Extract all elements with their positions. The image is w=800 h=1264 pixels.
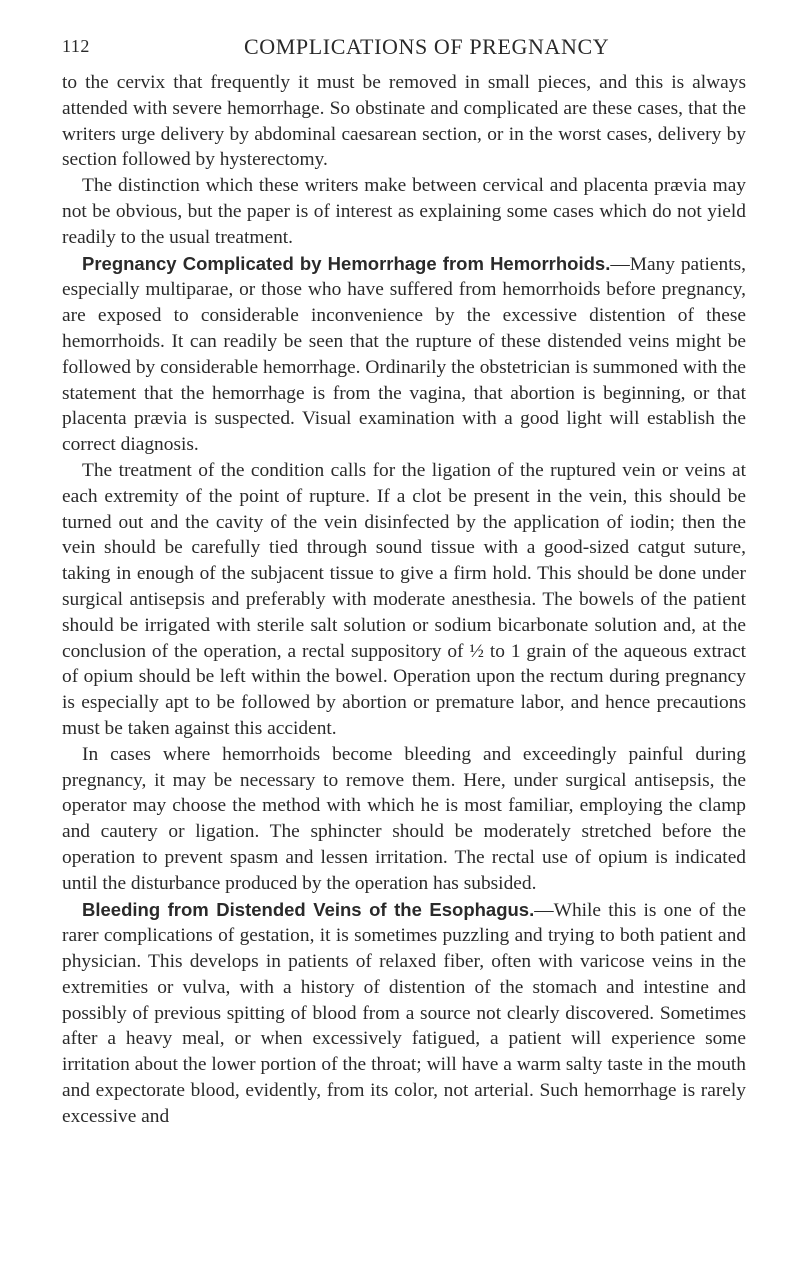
paragraph-text: The treatment of the condition calls for the ligation of the ruptured vein or veins at each extremity of the point of rupture. If a clot be present in the vein, this should be turned out and the cavity of the vein disinfected by the application of iodin; then the vein should be carefully tied through sound tissue with a good-sized catgut suture, taking in enough of the subjacent tissue to give a firm hold. This should be done under surgical antisepsis and preferably with moderate anesthesia. The bowels of the patient should be irrigated with sterile salt solution or sodium bicarbonate solution and, at the conclusion of the operation, a rectal suppository of ½ to 1 grain of the aqueous extract of opium should be left within the bowel. Operation upon the rectum during pregnancy is especially apt to be followed by abortion or premature labor, and hence precautions must be taken against this accident. xyxy=(62,459,746,739)
paragraph xyxy=(62,458,746,742)
book-page xyxy=(62,30,746,1130)
body-text xyxy=(62,70,746,1130)
page-header xyxy=(62,30,746,70)
paragraph xyxy=(62,70,746,173)
paragraph xyxy=(62,897,746,1130)
paragraph xyxy=(62,742,746,897)
page-number: 112 xyxy=(62,36,90,56)
paragraph-text: —Many patients, especially multiparae, or those who have suffered from hemorrhoids before pregnancy, are exposed to considerable inconvenience by the excessive distention of these hemorrhoids. It can readily be seen that the rupture of these distended veins might be followed by considerable hemorrhage. Ordinarily the obstetrician is summoned with the statement that the hemorrhage is from the vagina, that abortion is beginning, or that placenta prævia is suspected. Visual examination with a good light will establish the correct diagnosis. xyxy=(62,253,746,456)
paragraph-text: The distinction which these writers make between cervical and placenta prævia may not be obvious, but the paper is of interest as explaining some cases which do not yield readily to the usual treatment. xyxy=(62,175,746,248)
paragraph-text: to the cervix that frequently it must be removed in small pieces, and this is always attended with severe hemorrhage. So obstinate and complicated are these cases, that the writers urge delivery by abdominal caesarean section, or in the worst cases, delivery by section followed by hysterectomy. xyxy=(62,72,746,171)
paragraph xyxy=(62,251,746,458)
running-title: COMPLICATIONS OF PREGNANCY xyxy=(244,34,610,59)
paragraph xyxy=(62,173,746,250)
paragraph-text: In cases where hemorrhoids become bleeding and exceedingly painful during pregnancy, it may be necessary to remove them. Here, under surgical antisepsis, the operator may choose the method with which he is most familiar, employing the clamp and cautery or ligation. The sphincter should be moderately stretched before the operation to prevent spasm and lessen irritation. The rectal use of opium is indicated until the disturbance produced by the operation has subsided. xyxy=(62,743,746,894)
paragraph-text: —While this is one of the rarer complications of gestation, it is sometimes puzzling and trying to both patient and physician. This develops in patients of relaxed fiber, often with varicose veins in the extremities or vulva, with a history of distention of the stomach and intestine and possibly of previous spitting of blood from a source not clearly discovered. Sometimes after a heavy meal, or when excessively fatigued, a patient will experience some irritation about the lower portion of the throat; will have a warm salty taste in the mouth and expectorate blood, evidently, from its color, not arterial. Such hemorrhage is rarely excessive and xyxy=(62,899,746,1127)
section-heading: Pregnancy Complicated by Hemorrhage from Hemorrhoids. xyxy=(82,252,611,274)
section-heading: Bleeding from Distended Veins of the Esophagus. xyxy=(82,898,535,920)
